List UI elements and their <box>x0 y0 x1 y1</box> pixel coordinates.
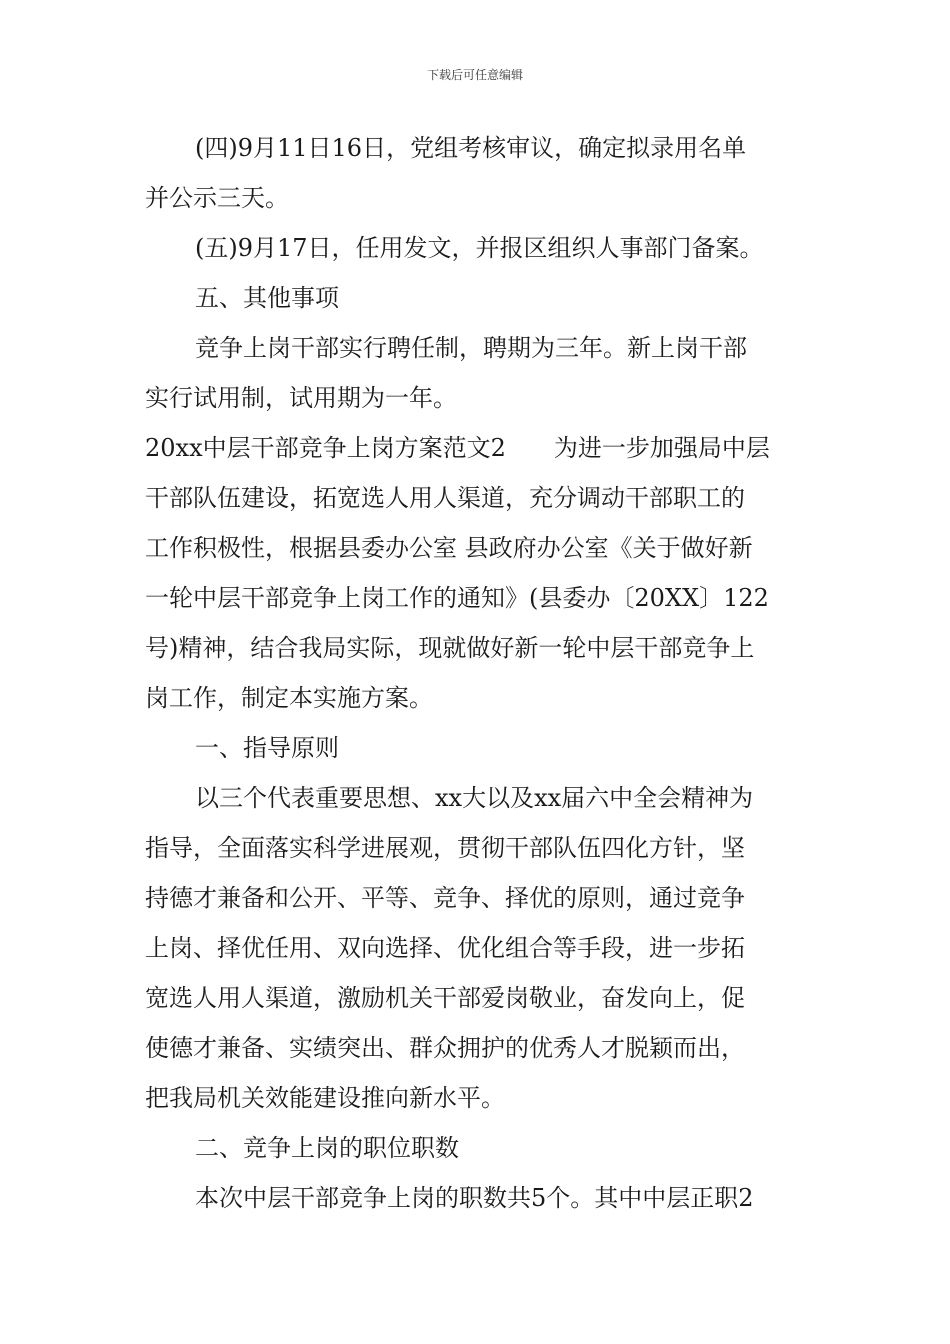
section-heading: 二、竞争上岗的职位职数 <box>195 1134 459 1162</box>
page-header: 下载后可任意编辑 <box>426 68 523 82</box>
text-line: 20xx中层干部竞争上岗方案范文2 为进一步加强局中层 <box>145 434 770 462</box>
text-line: 干部队伍建设，拓宽选人用人渠道，充分调动干部职工的 <box>145 484 745 512</box>
text-line: 宽选人用人渠道，激励机关干部爱岗敬业，奋发向上，促 <box>145 984 745 1012</box>
text-line: (四)9月11日16日，党组考核审议，确定拟录用名单 <box>195 134 747 162</box>
document-body <box>145 123 815 1223</box>
text-line: 以三个代表重要思想、xx大以及xx届六中全会精神为 <box>195 784 754 812</box>
text-line: 一轮中层干部竞争上岗工作的通知》(县委办〔20XX〕122 <box>145 584 769 612</box>
text-line: 指导，全面落实科学进展观，贯彻干部队伍四化方针，坚 <box>145 834 745 862</box>
text-line: 并公示三天。 <box>145 184 289 212</box>
section-heading: 五、其他事项 <box>195 284 339 312</box>
text-line: 上岗、择优任用、双向选择、优化组合等手段，进一步拓 <box>145 934 745 962</box>
text-line: 工作积极性，根据县委办公室 县政府办公室《关于做好新 <box>145 534 753 562</box>
text-line: 本次中层干部竞争上岗的职数共5个。其中中层正职2 <box>195 1184 754 1212</box>
section-heading: 一、指导原则 <box>195 734 339 762</box>
text-line: 号)精神，结合我局实际，现就做好新一轮中层干部竞争上 <box>145 634 755 662</box>
text-line: 持德才兼备和公开、平等、竞争、择优的原则，通过竞争 <box>145 884 745 912</box>
text-line: 把我局机关效能建设推向新水平。 <box>145 1084 505 1112</box>
text-line: 使德才兼备、实绩突出、群众拥护的优秀人才脱颖而出， <box>145 1034 745 1062</box>
text-line: 竞争上岗干部实行聘任制，聘期为三年。新上岗干部 <box>195 334 747 362</box>
text-line: 岗工作，制定本实施方案。 <box>145 684 433 712</box>
text-line: (五)9月17日，任用发文，并报区组织人事部门备案。 <box>195 234 764 262</box>
text-line: 实行试用制，试用期为一年。 <box>145 384 457 412</box>
